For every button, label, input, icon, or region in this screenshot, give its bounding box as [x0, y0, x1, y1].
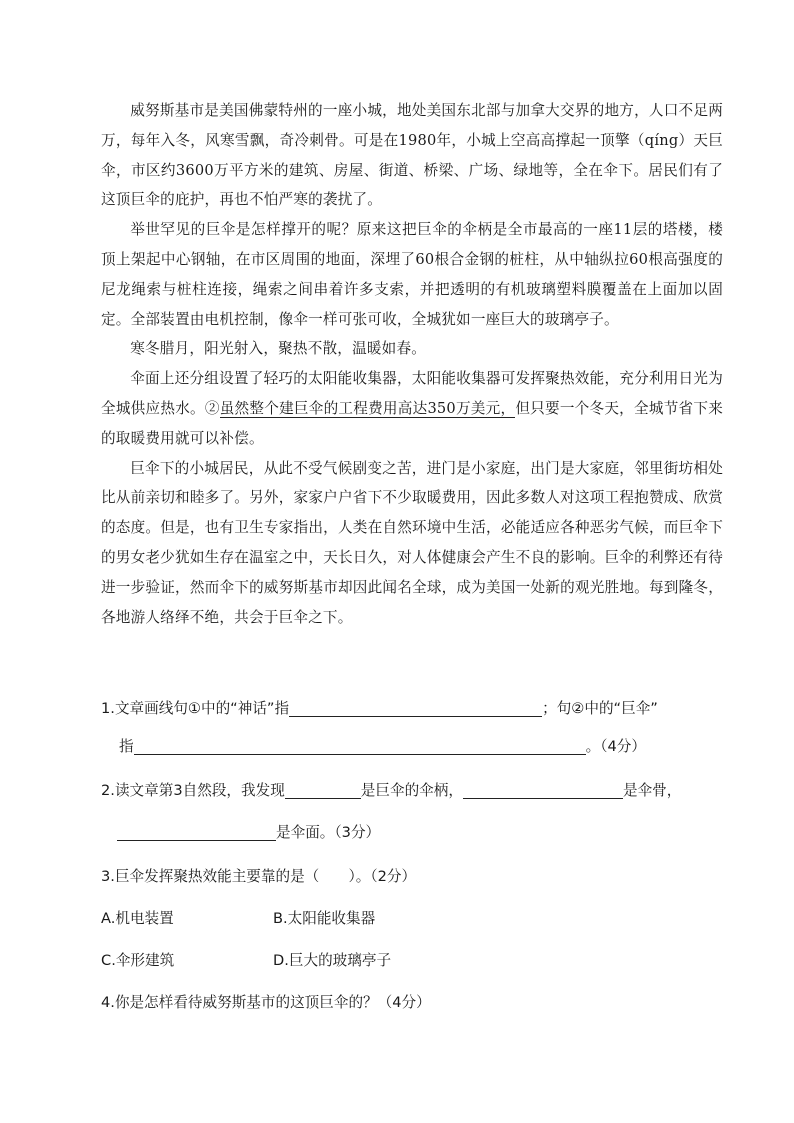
question-text: 是伞骨，: [622, 782, 682, 799]
answer-blank-3[interactable]: [285, 780, 361, 799]
questions-section: [101, 695, 726, 1031]
question-2-line-2: [101, 819, 726, 863]
option-b[interactable]: B.太阳能收集器: [273, 910, 376, 927]
answer-blank-2[interactable]: [134, 736, 586, 755]
question-number: 4.: [101, 994, 115, 1011]
passage-paragraph-1: 威努斯基市是美国佛蒙特州的一座小城，地处美国东北部与加拿大交界的地方，人口不足两万，每年入冬，风寒雪飘，奇冷刺骨。可是在1980年，小城上空高高撑起一顶擎（qíng）天巨伞，市区约3600万平方米的建筑、房屋、街道、桥梁、广场、绿地等，全在伞下。居民们有了这顶巨伞的庇护，再也不怕严寒的袭扰了。: [101, 102, 723, 209]
paragraph-4-text-end: 但只要一个冬天，全城节省下来的取暖费用就可以补偿。: [101, 399, 724, 447]
question-1: [101, 695, 726, 733]
question-number: 3.: [101, 868, 115, 885]
question-3-options-row-2: [101, 947, 726, 989]
underlined-sentence-2: 虽然整个建巨伞的工程费用高达350万美元，: [219, 399, 516, 417]
question-text: 你是怎样看待威努斯基市的这顶巨伞的？（4分）: [114, 994, 431, 1011]
paragraph-4-text: 伞面上还分组设置了轻巧的太阳能收集器，太阳能收集器可发挥聚热效能，充分利用日光为全城供应热水。②: [101, 370, 723, 417]
question-score: 。（4分）: [585, 738, 646, 755]
passage-paragraph-4: [101, 364, 723, 453]
question-text: ；句②中的“巨伞”: [542, 700, 658, 717]
question-text: 读文章第: [114, 782, 174, 799]
answer-blank-4[interactable]: [463, 780, 623, 799]
question-3-options-row-1: [101, 905, 726, 947]
question-text: 巨伞发挥聚热效能主要靠的是（ ）。（2分）: [114, 868, 417, 885]
option-c[interactable]: C.伞形建筑: [101, 952, 175, 969]
question-number: 1.: [101, 700, 115, 717]
question-3: [101, 863, 726, 905]
passage-paragraph-5: 巨伞下的小城居民，从此不受气候剧变之苦，进门是小家庭，出门是大家庭，邻里街坊相处比从前亲切和睦多了。另外，家家户户省下不少取暖费用，因此多数人对这项工程抱赞成、欣赏的态度。但是，也有卫生专家指出，人类在自然环境中生活，必能适应各种恶劣气候，而巨伞下的男女老少犹如生存在温室之中，天长日久，对人体健康会产生不良的影响。巨伞的利弊还有待进一步验证，然而伞下的威努斯基市却因此闻名全球，成为美国一处新的观光胜地。每到隆冬，各地游人络绎不绝，共会于巨伞之下。: [101, 459, 723, 626]
option-d[interactable]: D.巨大的玻璃亭子: [273, 952, 392, 969]
question-1-line-2: [101, 733, 726, 777]
answer-blank-1[interactable]: [289, 698, 542, 717]
passage-paragraph-3: 寒冬腊月，阳光射入，聚热不散，温暖如春。: [130, 340, 427, 358]
question-text: 文章画线句①中的“神话”指: [114, 700, 290, 717]
answer-blank-5[interactable]: [117, 822, 276, 841]
option-a[interactable]: A.机电装置: [101, 910, 174, 927]
question-number: 2.: [101, 782, 115, 799]
question-text: 是巨伞的伞柄，: [360, 782, 463, 799]
question-4: [101, 989, 726, 1031]
question-text: 自然段，我发现: [182, 782, 285, 799]
question-2: [101, 777, 726, 819]
reading-passage: [101, 96, 723, 632]
question-text: 指: [119, 738, 134, 755]
passage-paragraph-2: 举世罕见的巨伞是怎样撑开的呢？原来这把巨伞的伞柄是全市最高的一座11层的塔楼，楼顶上架起中心钢轴，在市区周围的地面，深埋了60根合金钢的桩柱，从中轴纵拉60根高强度的尼龙绳索与桩柱连接，绳索之间串着许多支索，并把透明的有机玻璃塑料膜覆盖在上面加以固定。全部装置由电机控制，像伞一样可张可收，全城犹如一座巨大的玻璃亭子。: [101, 221, 723, 328]
question-text: 是伞面。（3分）: [276, 824, 381, 841]
paragraph-number: 3: [173, 782, 183, 799]
